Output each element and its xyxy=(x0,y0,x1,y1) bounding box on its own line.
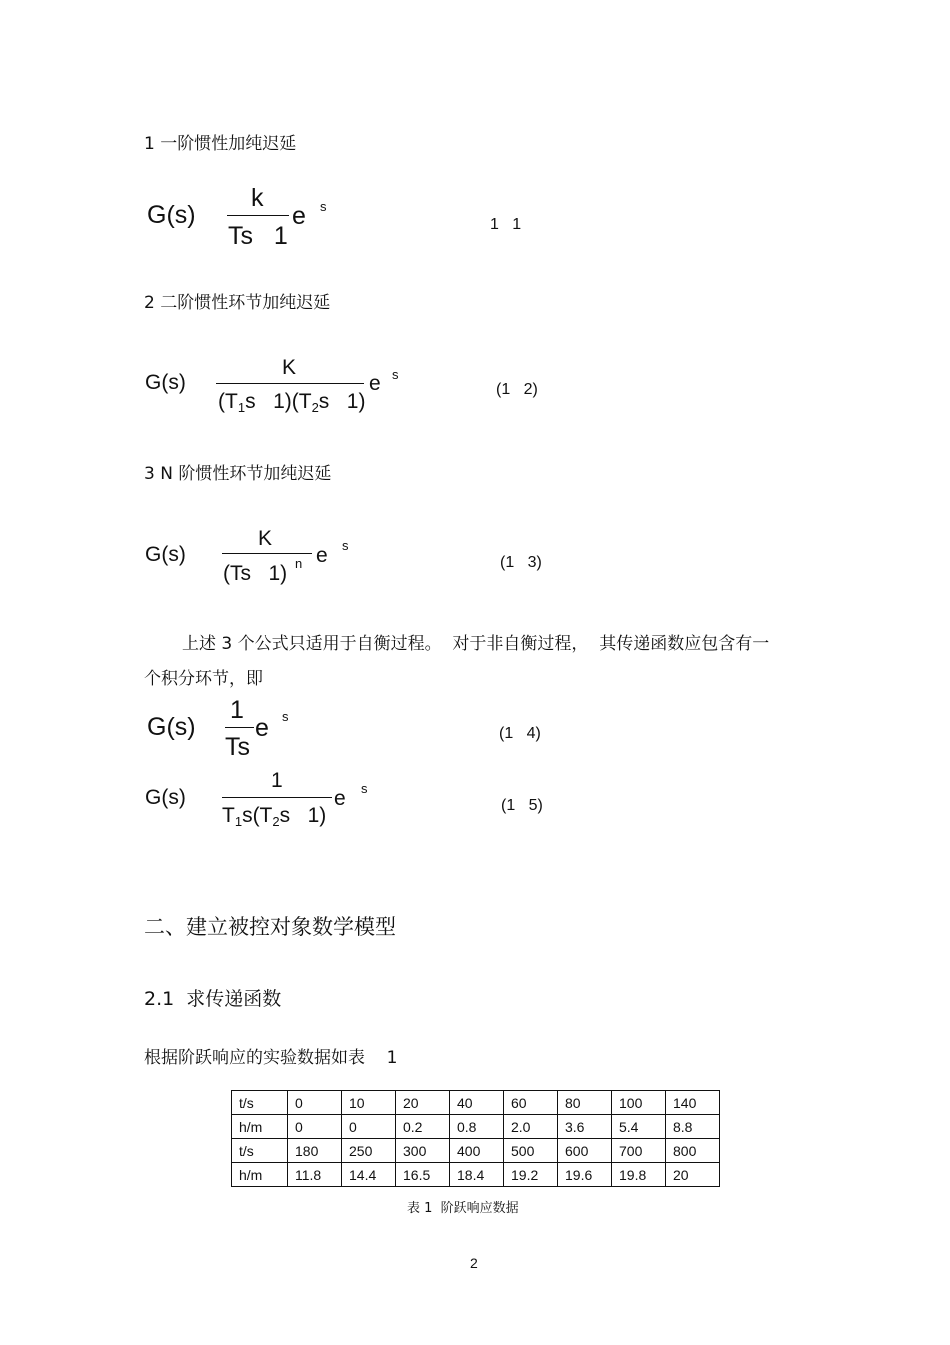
eq2-fraction-line xyxy=(216,383,364,384)
table-cell: 250 xyxy=(342,1139,396,1163)
table-cell: 80 xyxy=(558,1091,612,1115)
chapter-title: 二、建立被控对象数学模型 xyxy=(144,915,396,939)
eq4-fraction-line xyxy=(225,727,254,728)
table-cell: 0.8 xyxy=(450,1115,504,1139)
eq5-denominator: $T_1s(T_2s$ 1) xyxy=(222,804,327,829)
table-cell: 180 xyxy=(288,1139,342,1163)
table-cell: 100 xyxy=(612,1091,666,1115)
eq3-exp-sup: s xyxy=(342,538,349,553)
table-cell: 10 xyxy=(342,1091,396,1115)
table-row-header: t/s xyxy=(232,1139,288,1163)
eq2-number: (1 2) xyxy=(496,381,538,398)
section-title-2: 2 二阶惯性环节加纯迟延 xyxy=(144,293,331,313)
eq3-lhs: G(s) xyxy=(145,543,186,566)
table-row xyxy=(232,1091,720,1115)
table-cell: 5.4 xyxy=(612,1115,666,1139)
eq4-number: (1 4) xyxy=(499,725,541,742)
eq4-exp-base: e xyxy=(255,714,269,742)
paragraph-line-1: 上述 3 个公式只适用于自衡过程。 对于非自衡过程， 其传递函数应包含有一 xyxy=(182,634,770,654)
eq1-lhs: G(s) xyxy=(147,201,196,229)
table-cell: 11.8 xyxy=(288,1163,342,1187)
table-cell: 20 xyxy=(666,1163,720,1187)
table-cell: 2.0 xyxy=(504,1115,558,1139)
eq3-numerator: K xyxy=(258,527,273,550)
eq4-denominator: Ts xyxy=(225,733,250,761)
eq5-number: (1 5) xyxy=(501,797,543,814)
eq5-lhs: G(s) xyxy=(145,786,186,809)
table-cell: 14.4 xyxy=(342,1163,396,1187)
eq1-fraction-line xyxy=(227,215,289,216)
eq3-number: (1 3) xyxy=(500,554,542,571)
table-cell: 3.6 xyxy=(558,1115,612,1139)
eq5-fraction-line xyxy=(222,797,332,798)
table-cell: 0 xyxy=(288,1091,342,1115)
eq2-lhs: G(s) xyxy=(145,371,186,394)
eq4-numerator: 1 xyxy=(230,696,244,724)
table-row xyxy=(232,1163,720,1187)
paragraph-line-2: 个积分环节，即 xyxy=(144,669,263,689)
table-row-header: h/m xyxy=(232,1115,288,1139)
table-cell: 40 xyxy=(450,1091,504,1115)
eq1-numerator: k xyxy=(251,184,264,212)
table-cell: 19.2 xyxy=(504,1163,558,1187)
eq1-denominator: Ts 1 xyxy=(228,222,288,250)
eq5-exp-sup: s xyxy=(361,781,368,796)
section-title-1: 1 一阶惯性加纯迟延 xyxy=(144,134,297,154)
eq5-exp-base: e xyxy=(334,787,346,810)
eq2-exp-base: e xyxy=(369,372,381,395)
table-cell: 800 xyxy=(666,1139,720,1163)
eq2-denominator: ($T_1s$ $1)(T_2s$ 1) xyxy=(218,390,366,415)
eq1-exp-base: e xyxy=(292,202,306,230)
step-response-table xyxy=(231,1090,720,1187)
eq4-lhs: G(s) xyxy=(147,713,196,741)
table-cell: 0 xyxy=(288,1115,342,1139)
table-cell: 500 xyxy=(504,1139,558,1163)
table-cell: 19.8 xyxy=(612,1163,666,1187)
table-row-header: t/s xyxy=(232,1091,288,1115)
subsection-title: 2.1 求传递函数 xyxy=(144,988,282,1010)
table-caption: 表 1 阶跃响应数据 xyxy=(407,1201,519,1216)
table-cell: 8.8 xyxy=(666,1115,720,1139)
section-title-3: 3 N 阶惯性环节加纯迟延 xyxy=(144,464,332,484)
table-cell: 20 xyxy=(396,1091,450,1115)
table-row-header: h/m xyxy=(232,1163,288,1187)
eq2-exp-sup: s xyxy=(392,367,399,382)
table-cell: 16.5 xyxy=(396,1163,450,1187)
eq3-exp-base: e xyxy=(316,544,328,567)
eq2-numerator: K xyxy=(282,356,297,379)
table-row xyxy=(232,1115,720,1139)
eq4-exp-sup: s xyxy=(282,709,289,724)
eq1-exp-sup: s xyxy=(320,199,327,214)
page-number: 2 xyxy=(470,1255,478,1271)
table-cell: 700 xyxy=(612,1139,666,1163)
eq5-numerator: 1 xyxy=(271,769,283,792)
table-row xyxy=(232,1139,720,1163)
table-cell: 19.6 xyxy=(558,1163,612,1187)
table-cell: 300 xyxy=(396,1139,450,1163)
table-intro: 根据阶跃响应的实验数据如表 1 xyxy=(144,1048,398,1068)
eq3-den-sup: n xyxy=(295,556,303,571)
table-cell: 60 xyxy=(504,1091,558,1115)
table-cell: 0.2 xyxy=(396,1115,450,1139)
table-cell: 600 xyxy=(558,1139,612,1163)
eq3-denominator: (Ts 1) xyxy=(223,562,288,585)
table-cell: 400 xyxy=(450,1139,504,1163)
eq3-fraction-line xyxy=(222,553,312,554)
table-cell: 140 xyxy=(666,1091,720,1115)
eq1-number: 1 1 xyxy=(490,216,522,233)
table-cell: 18.4 xyxy=(450,1163,504,1187)
table-cell: 0 xyxy=(342,1115,396,1139)
